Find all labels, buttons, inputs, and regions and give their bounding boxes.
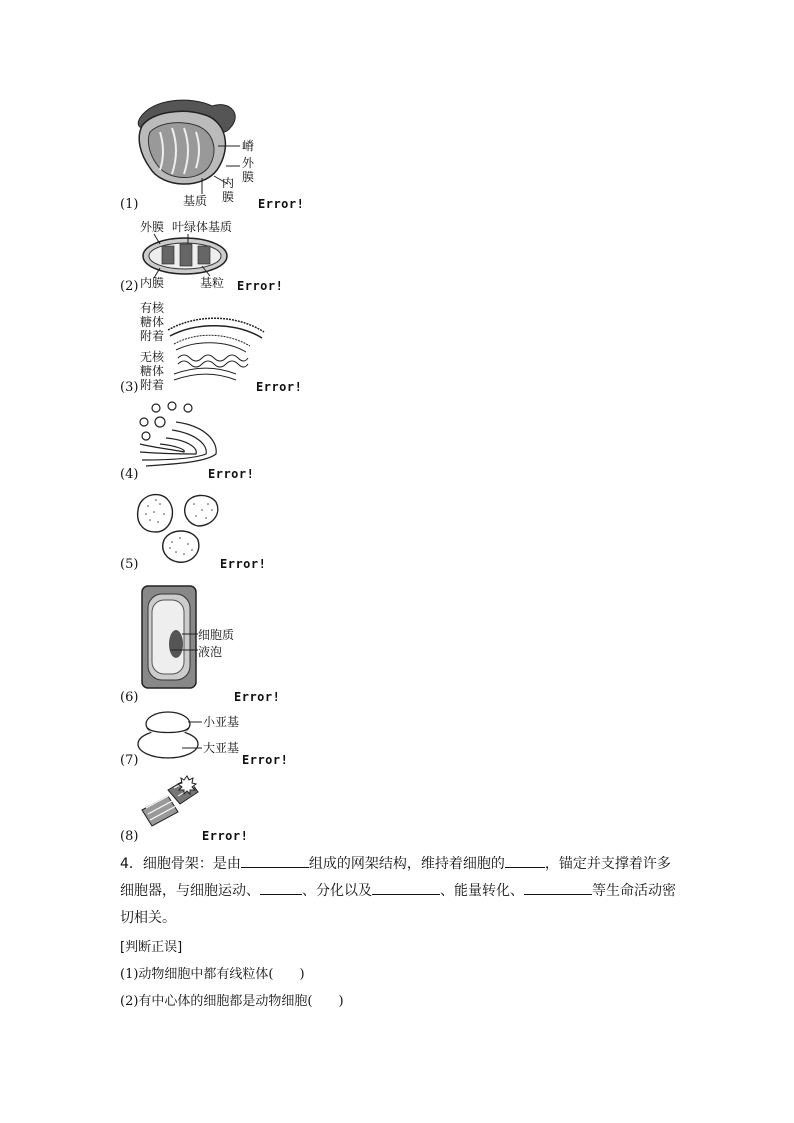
label-matrix: 基质	[183, 194, 208, 208]
label-inner-membrane: 内膜	[140, 276, 165, 290]
figure-number: (5)	[120, 557, 139, 572]
judge-item-2: (2)有中心体的细胞都是动物细胞( )	[120, 994, 344, 1009]
paragraph-text-6: 等生命活动密切相关。	[120, 883, 676, 926]
label-vacuole: 液泡	[198, 645, 223, 659]
figure-number: (3)	[120, 380, 139, 395]
paragraph-text-2: 组成的网架结构，维持着细胞的	[308, 856, 505, 872]
error-text: Error!	[234, 690, 281, 704]
label-smooth-2: 糖体	[140, 364, 165, 378]
blank-4[interactable]	[372, 880, 440, 895]
paragraph-text-4: 、分化以及	[302, 883, 372, 899]
question-4-paragraph	[120, 851, 680, 932]
judge-item-1: (1)动物细胞中都有线粒体( )	[120, 967, 305, 982]
error-text: Error!	[237, 279, 284, 293]
lysosome-illustration	[134, 490, 226, 566]
label-smooth-3: 附着	[140, 378, 165, 392]
centriole-illustration	[138, 774, 208, 826]
chloroplast-illustration	[140, 234, 240, 280]
mitochondrion-illustration	[132, 98, 272, 208]
paragraph-text-3: ，锚定并支撑着许多细胞器，与细胞运动、	[120, 856, 671, 899]
figure-number: (4)	[120, 467, 139, 482]
blank-1[interactable]	[241, 853, 309, 868]
blank-5[interactable]	[524, 880, 592, 895]
figure-number: (8)	[120, 829, 139, 844]
error-text: Error!	[242, 753, 289, 767]
label-inner-membrane-1: 内	[222, 176, 235, 190]
error-text: Error!	[258, 197, 305, 211]
paragraph-text-5: 、能量转化、	[440, 883, 524, 899]
figure-number: (7)	[120, 753, 139, 768]
error-text: Error!	[208, 467, 255, 481]
label-rough-1: 有核	[140, 301, 165, 315]
error-text: Error!	[256, 380, 303, 394]
label-rough-3: 附着	[140, 329, 165, 343]
label-outer-membrane: 外膜	[140, 220, 165, 234]
error-text: Error!	[202, 829, 249, 843]
golgi-illustration	[136, 402, 226, 472]
blank-2[interactable]	[505, 853, 545, 868]
label-inner-membrane-2: 膜	[222, 190, 235, 204]
label-outer-membrane-2: 膜	[242, 170, 255, 184]
figure-number: (2)	[120, 279, 139, 294]
label-small-subunit: 小亚基	[203, 715, 240, 729]
label-large-subunit: 大亚基	[203, 741, 240, 755]
label-stroma: 叶绿体基质	[172, 220, 233, 234]
figure-number: (6)	[120, 690, 139, 705]
label-rough-2: 糖体	[140, 315, 165, 329]
figure-number: (1)	[120, 197, 139, 212]
label-outer-membrane-1: 外	[242, 156, 255, 170]
label-cytoplasm: 细胞质	[198, 628, 235, 642]
error-text: Error!	[220, 557, 267, 571]
label-ridge: 嵴	[242, 139, 255, 153]
label-smooth-1: 无核	[140, 350, 165, 364]
er-illustration	[166, 312, 266, 384]
label-granum: 基粒	[200, 276, 225, 290]
judge-heading: [判断正误]	[120, 940, 183, 955]
blank-3[interactable]	[260, 880, 302, 895]
paragraph-text-1: 4．细胞骨架：是由	[120, 856, 241, 872]
